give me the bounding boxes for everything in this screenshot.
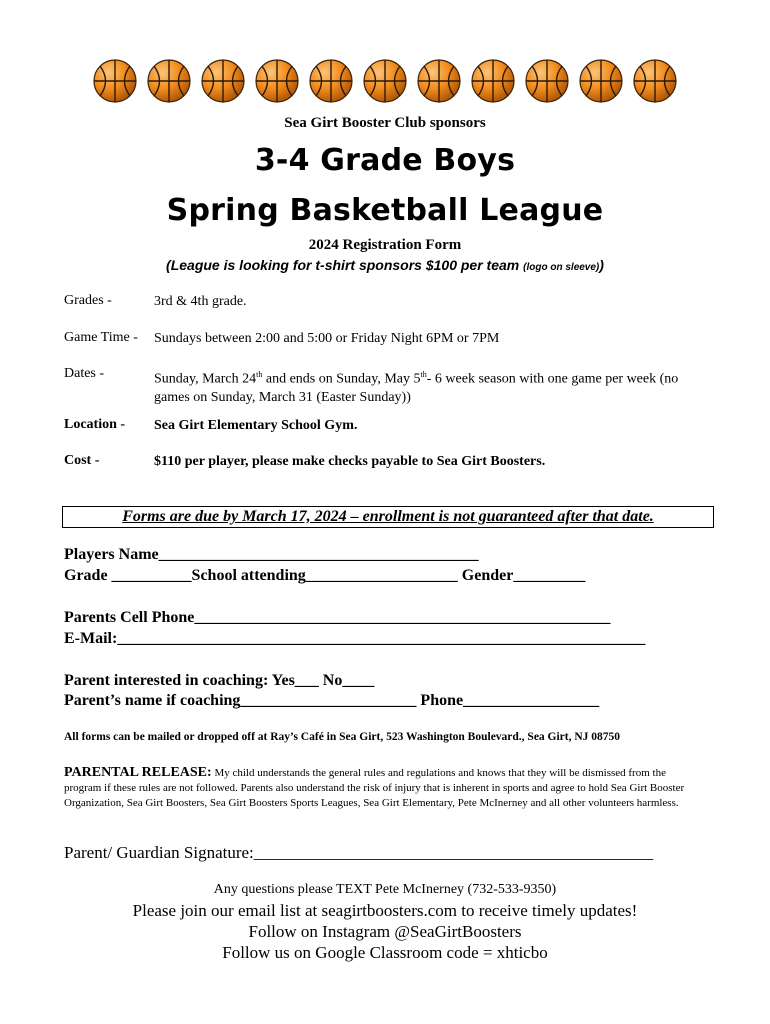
grades-value: 3rd & 4th grade. xyxy=(154,294,247,309)
questions-contact: Any questions please TEXT Pete McInerney (732-533-9350) xyxy=(213,882,557,897)
basketball-icon xyxy=(578,58,624,104)
grades-label: Grades - xyxy=(64,293,112,308)
basketball-icon xyxy=(200,58,246,104)
basketball-icon xyxy=(362,58,408,104)
location-label: Location - xyxy=(64,417,126,432)
cost-value: $110 per player, please make checks payable to Sea Girt Boosters. xyxy=(154,454,546,469)
basketball-icon xyxy=(92,58,138,104)
basketball-icon xyxy=(632,58,678,104)
classroom-note: Follow us on Google Classroom code = xhticbo xyxy=(222,943,548,962)
tshirt-end: ) xyxy=(599,257,604,273)
basketball-row xyxy=(92,58,678,104)
basketball-icon xyxy=(470,58,516,104)
grade-school-gender-field[interactable]: Grade __________School attending___________________ Gender_________ xyxy=(64,567,586,584)
game-time-label: Game Time - xyxy=(64,330,138,345)
basketball-icon xyxy=(416,58,462,104)
mail-instructions: All forms can be mailed or dropped off at Ray’s Café in Sea Girt, 523 Washington Boulevard., Sea Girt, NJ 08750 xyxy=(64,731,621,743)
cost-label: Cost - xyxy=(64,453,100,468)
location-value: Sea Girt Elementary School Gym. xyxy=(154,418,358,433)
release-label: PARENTAL RELEASE: xyxy=(64,765,212,780)
basketball-icon xyxy=(146,58,192,104)
title-line-1: 3-4 Grade Boys xyxy=(254,143,516,178)
email-list-note: Please join our email list at seagirtboosters.com to receive timely updates! xyxy=(132,901,638,920)
coach-name-phone-field[interactable]: Parent’s name if coaching______________________ Phone_________________ xyxy=(64,692,600,709)
email-field[interactable]: E-Mail:__________________________________________________________________ xyxy=(64,630,646,647)
release-text: My child understands the general rules and regulations and knows that they will be dismissed from the program if these rules are not followed. Parents also understand the risk of injury that is inherent in sports and agree to hold Sea Girt Booster Organization, Sea Girt Boosters, Sea Girt Boosters Sports Leagues, Sea Girt Elementary, Pete McInerney and all other volunteers harmless. xyxy=(64,767,685,809)
dates-value: Sunday, March 24th and ends on Sunday, May 5th- 6 week season with one game per week (no games on Sunday, March 31 (Easter Sunday)) xyxy=(154,370,679,405)
title-line-2: Spring Basketball League xyxy=(166,193,604,228)
parental-release xyxy=(64,765,704,811)
basketball-icon xyxy=(308,58,354,104)
due-date-notice: Forms are due by March 17, 2024 – enrollment is not guaranteed after that date. xyxy=(62,506,714,528)
basketball-icon xyxy=(254,58,300,104)
players-name-field[interactable]: Players Name________________________________________ xyxy=(64,546,479,563)
dates-label: Dates - xyxy=(64,366,105,381)
form-subtitle: 2024 Registration Form xyxy=(308,237,462,253)
coaching-interest-field[interactable]: Parent interested in coaching: Yes___ No____ xyxy=(64,672,375,689)
parents-cell-field[interactable]: Parents Cell Phone____________________________________________________ xyxy=(64,609,611,626)
instagram-note: Follow on Instagram @SeaGirtBoosters xyxy=(248,922,522,941)
game-time-value: Sundays between 2:00 and 5:00 or Friday Night 6PM or 7PM xyxy=(154,331,500,346)
tshirt-main: (League is looking for t-shirt sponsors $100 per team xyxy=(166,257,520,273)
sponsor-line: Sea Girt Booster Club sponsors xyxy=(284,115,486,131)
signature-field[interactable]: Parent/ Guardian Signature:_______________________________________________ xyxy=(64,843,654,862)
tshirt-small: (logo on sleeve) xyxy=(523,262,600,273)
basketball-icon xyxy=(524,58,570,104)
tshirt-sponsor-note xyxy=(0,257,770,273)
